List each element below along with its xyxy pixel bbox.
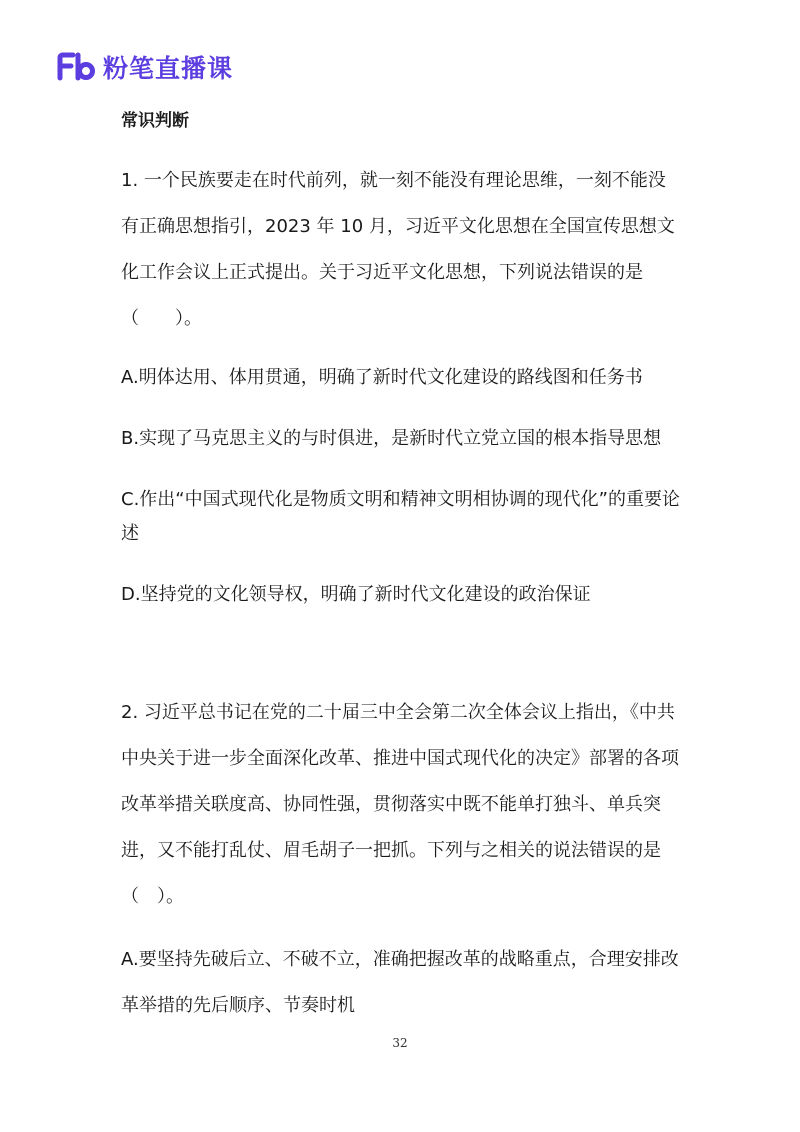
- question-1: [121, 158, 681, 612]
- fenbi-logo-icon: [57, 52, 97, 82]
- option-b: B.实现了马克思主义的与时俱进，是新时代立党立国的根本指导思想: [121, 428, 662, 449]
- option-c: C.作出“中国式现代化是物质文明和精神文明相协调的现代化”的重要论述: [121, 489, 680, 544]
- brand-name: 粉笔直播课: [103, 54, 234, 83]
- option-a: A.明体达用、体用贯通，明确了新时代文化建设的路线图和任务书: [121, 367, 643, 388]
- option-a: A.要坚持先破后立、不破不立，准确把握改革的战略重点，合理安排改革举措的先后顺序、节奏时机: [121, 949, 679, 1016]
- question-stem: 1. 一个民族要走在时代前列，就一刻不能没有理论思维，一刻不能没有正确思想指引，2023 年 10 月，习近平文化思想在全国宣传思想文化工作会议上正式提出。关于习近平文化思想，下列说法错误的是（ ）。: [121, 170, 675, 329]
- section-title: 常识判断: [121, 111, 189, 131]
- header: [57, 50, 233, 84]
- option-d: D.坚持党的文化领导权，明确了新时代文化建设的政治保证: [121, 584, 591, 605]
- question-2: [121, 690, 681, 1029]
- page-number: 32: [392, 1036, 408, 1050]
- question-stem: 2. 习近平总书记在党的二十届三中全会第二次全体会议上指出，《中共中央关于进一步全面深化改革、推进中国式现代化的决定》部署的各项改革举措关联度高、协同性强，贯彻落实中既不能单打独斗、单兵突进，又不能打乱仗、眉毛胡子一把抓。下列与之相关的说法错误的是（ ）。: [121, 702, 679, 907]
